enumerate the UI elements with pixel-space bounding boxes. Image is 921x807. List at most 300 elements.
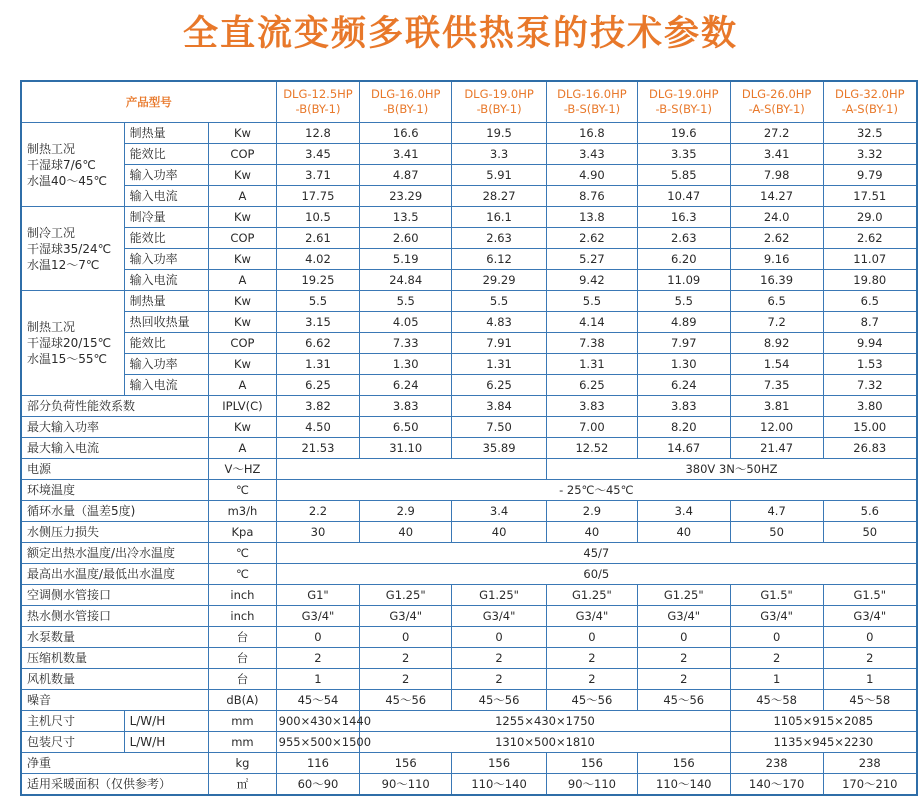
value-cell: 4.7: [730, 501, 823, 522]
value-cell: G3/4": [360, 606, 452, 627]
unit-cell: V～HZ: [209, 459, 276, 480]
value-cell: 0: [547, 627, 638, 648]
value-cell: 2.62: [823, 228, 917, 249]
value-cell: 5.5: [547, 291, 638, 312]
model-name: [452, 81, 547, 123]
unit-cell: inch: [209, 585, 276, 606]
param-label: 输入功率: [124, 249, 209, 270]
unit-cell: Kw: [209, 354, 276, 375]
param-label: 制热量: [124, 291, 209, 312]
value-cell: 16.39: [730, 270, 823, 291]
param-label: 输入电流: [124, 375, 209, 396]
param-label: 主机尺寸: [21, 711, 124, 732]
value-cell: 45～58: [730, 690, 823, 711]
unit-cell: COP: [209, 228, 276, 249]
value-cell: 23.29: [360, 186, 452, 207]
value-cell: 7.32: [823, 375, 917, 396]
value-cell: 3.71: [276, 165, 360, 186]
value-cell: 19.25: [276, 270, 360, 291]
value-cell: G3/4": [452, 606, 547, 627]
value-cell: 45～56: [547, 690, 638, 711]
value-cell: 6.24: [360, 375, 452, 396]
value-cell: 5.91: [452, 165, 547, 186]
model-name-line: DLG-16.0HP: [557, 87, 627, 101]
value-cell: 16.6: [360, 123, 452, 144]
value-cell: 30: [276, 522, 360, 543]
value-cell: 6.12: [452, 249, 547, 270]
param-label: 噪音: [21, 690, 209, 711]
param-label: 适用采暖面积（仅供参考）: [21, 774, 209, 796]
condition-row: [21, 249, 917, 270]
value-cell: 2: [823, 648, 917, 669]
value-cell: G1.5": [730, 585, 823, 606]
value-cell: 27.2: [730, 123, 823, 144]
value-cell: 8.20: [637, 417, 730, 438]
value-cell: 4.83: [452, 312, 547, 333]
value-cell: 2: [547, 648, 638, 669]
param-label: 能效比: [124, 333, 209, 354]
condition-row: [21, 165, 917, 186]
value-cell: 2.62: [547, 228, 638, 249]
model-name: [730, 81, 823, 123]
value-cell: 900×430×1440: [276, 711, 360, 732]
unit-cell: Kpa: [209, 522, 276, 543]
condition-row: [21, 333, 917, 354]
dimension-row: [21, 732, 917, 753]
value-cell: 40: [452, 522, 547, 543]
spec-row: [21, 417, 917, 438]
value-cell: 17.75: [276, 186, 360, 207]
value-cell: 7.91: [452, 333, 547, 354]
value-cell: 10.5: [276, 207, 360, 228]
value-cell: 26.83: [823, 438, 917, 459]
condition-group-label: [21, 207, 124, 291]
value-cell: 1105×915×2085: [730, 711, 917, 732]
value-cell: 12.52: [547, 438, 638, 459]
model-name: [547, 81, 638, 123]
value-cell: 2.63: [637, 228, 730, 249]
condition-group-label: [21, 291, 124, 396]
spec-row: [21, 396, 917, 417]
condition-line: 水温12～7℃: [27, 257, 100, 272]
value-cell: 3.3: [452, 144, 547, 165]
value-cell: 7.38: [547, 333, 638, 354]
dimension-row: [21, 711, 917, 732]
value-cell: 24.84: [360, 270, 452, 291]
value-cell: 380V 3N～50HZ: [547, 459, 917, 480]
unit-cell: Kw: [209, 312, 276, 333]
value-cell: 35.89: [452, 438, 547, 459]
value-cell: 17.51: [823, 186, 917, 207]
value-cell: 2: [360, 669, 452, 690]
param-label: 净重: [21, 753, 209, 774]
value-cell: G3/4": [547, 606, 638, 627]
value-cell: 19.5: [452, 123, 547, 144]
spec-row: [21, 774, 917, 796]
spec-row: [21, 459, 917, 480]
condition-row: [21, 207, 917, 228]
value-cell: 3.41: [730, 144, 823, 165]
value-cell: 90～110: [547, 774, 638, 796]
value-cell: 1: [730, 669, 823, 690]
value-cell: 10.47: [637, 186, 730, 207]
unit-cell: Kw: [209, 417, 276, 438]
value-cell: 140～170: [730, 774, 823, 796]
value-cell: 19.80: [823, 270, 917, 291]
unit-cell: ℃: [209, 543, 276, 564]
unit-cell: A: [209, 438, 276, 459]
param-label: 最大输入功率: [21, 417, 209, 438]
condition-line: 制热工况: [27, 320, 76, 334]
unit-cell: A: [209, 270, 276, 291]
value-cell: 8.92: [730, 333, 823, 354]
value-cell: 3.83: [360, 396, 452, 417]
value-cell: 5.19: [360, 249, 452, 270]
param-label: 热水侧水管接口: [21, 606, 209, 627]
sub-label: L/W/H: [124, 732, 209, 753]
model-name: [360, 81, 452, 123]
unit-cell: A: [209, 375, 276, 396]
value-cell: 13.8: [547, 207, 638, 228]
unit-cell: inch: [209, 606, 276, 627]
param-label: 环境温度: [21, 480, 209, 501]
value-cell: 3.83: [637, 396, 730, 417]
value-cell: G1.5": [823, 585, 917, 606]
value-cell: 1: [823, 669, 917, 690]
value-cell: 2.9: [360, 501, 452, 522]
value-cell: 4.89: [637, 312, 730, 333]
model-header-row: [21, 81, 917, 123]
unit-cell: A: [209, 186, 276, 207]
value-cell: 1.54: [730, 354, 823, 375]
spec-row: [21, 690, 917, 711]
spec-row: [21, 438, 917, 459]
model-name-line: DLG-16.0HP: [370, 87, 441, 101]
value-cell: 156: [452, 753, 547, 774]
value-cell: [276, 459, 546, 480]
value-cell: 955×500×1500: [276, 732, 360, 753]
value-cell: 4.14: [547, 312, 638, 333]
value-cell: 1.30: [637, 354, 730, 375]
value-cell: 9.94: [823, 333, 917, 354]
value-cell: 9.42: [547, 270, 638, 291]
condition-row: [21, 144, 917, 165]
condition-group-label: [21, 123, 124, 207]
value-cell: 5.5: [276, 291, 360, 312]
value-cell: 9.79: [823, 165, 917, 186]
model-name-line: -B(BY-1): [476, 102, 522, 116]
spec-row: [21, 753, 917, 774]
product-model-label: 产品型号: [21, 81, 276, 123]
value-cell: 4.05: [360, 312, 452, 333]
value-cell: 60～90: [276, 774, 360, 796]
value-cell: 170～210: [823, 774, 917, 796]
value-cell: 45/7: [276, 543, 917, 564]
value-cell: 1135×945×2230: [730, 732, 917, 753]
value-cell: 2.63: [452, 228, 547, 249]
condition-row: [21, 228, 917, 249]
value-cell: 90～110: [360, 774, 452, 796]
page-title: 全直流变频多联供热泵的技术参数: [182, 14, 738, 54]
value-cell: 6.62: [276, 333, 360, 354]
unit-cell: ℃: [209, 564, 276, 585]
param-label: 压缩机数量: [21, 648, 209, 669]
value-cell: 16.8: [547, 123, 638, 144]
unit-cell: 台: [209, 627, 276, 648]
condition-line: 水温40～45℃: [27, 173, 108, 188]
unit-cell: m3/h: [209, 501, 276, 522]
value-cell: 156: [637, 753, 730, 774]
condition-row: [21, 354, 917, 375]
value-cell: 3.15: [276, 312, 360, 333]
model-name-line: -B(BY-1): [295, 102, 341, 116]
value-cell: G1": [276, 585, 360, 606]
value-cell: 12.00: [730, 417, 823, 438]
value-cell: 21.47: [730, 438, 823, 459]
value-cell: 50: [823, 522, 917, 543]
value-cell: 6.5: [730, 291, 823, 312]
param-label: 制冷量: [124, 207, 209, 228]
value-cell: G1.25": [637, 585, 730, 606]
model-name-line: -B(BY-1): [383, 102, 429, 116]
value-cell: 5.5: [637, 291, 730, 312]
unit-cell: COP: [209, 144, 276, 165]
unit-cell: mm: [209, 732, 276, 753]
unit-cell: ㎡: [209, 774, 276, 796]
spec-row: [21, 522, 917, 543]
value-cell: 45～54: [276, 690, 360, 711]
value-cell: 2.60: [360, 228, 452, 249]
model-name-line: DLG-32.0HP: [835, 87, 905, 101]
condition-row: [21, 123, 917, 144]
value-cell: 50: [730, 522, 823, 543]
value-cell: 2: [452, 648, 547, 669]
value-cell: 19.6: [637, 123, 730, 144]
value-cell: 2.62: [730, 228, 823, 249]
value-cell: G3/4": [730, 606, 823, 627]
value-cell: 3.82: [276, 396, 360, 417]
param-label: 输入功率: [124, 354, 209, 375]
value-cell: 2.2: [276, 501, 360, 522]
condition-row: [21, 312, 917, 333]
value-cell: 3.32: [823, 144, 917, 165]
value-cell: 3.80: [823, 396, 917, 417]
param-label: 水侧压力损失: [21, 522, 209, 543]
condition-line: 干湿球7/6℃: [27, 157, 96, 172]
value-cell: 6.25: [276, 375, 360, 396]
param-label: 制热量: [124, 123, 209, 144]
model-name-line: -B-S(BY-1): [563, 102, 621, 116]
param-label: 电源: [21, 459, 209, 480]
condition-line: 干湿球35/24℃: [27, 241, 112, 256]
value-cell: 40: [360, 522, 452, 543]
param-label: 部分负荷性能效系数: [21, 396, 209, 417]
value-cell: 15.00: [823, 417, 917, 438]
value-cell: 5.5: [360, 291, 452, 312]
value-cell: 45～56: [452, 690, 547, 711]
value-cell: 2: [276, 648, 360, 669]
unit-cell: Kw: [209, 123, 276, 144]
condition-line: 干湿球20/15℃: [27, 336, 112, 350]
value-cell: 2.61: [276, 228, 360, 249]
value-cell: 116: [276, 753, 360, 774]
value-cell: 28.27: [452, 186, 547, 207]
value-cell: 3.81: [730, 396, 823, 417]
spec-table: [20, 80, 918, 796]
param-label: 水泵数量: [21, 627, 209, 648]
value-cell: 2: [730, 648, 823, 669]
value-cell: 0: [823, 627, 917, 648]
value-cell: 156: [360, 753, 452, 774]
value-cell: 8.7: [823, 312, 917, 333]
value-cell: 238: [823, 753, 917, 774]
value-cell: 14.27: [730, 186, 823, 207]
value-cell: 5.6: [823, 501, 917, 522]
value-cell: G3/4": [637, 606, 730, 627]
value-cell: 3.4: [452, 501, 547, 522]
value-cell: 7.00: [547, 417, 638, 438]
value-cell: 0: [452, 627, 547, 648]
value-cell: 5.5: [452, 291, 547, 312]
spec-row: [21, 606, 917, 627]
value-cell: - 25℃～45℃: [276, 480, 917, 501]
condition-row: [21, 375, 917, 396]
param-label: 最高出水温度/最低出水温度: [21, 564, 209, 585]
value-cell: 6.20: [637, 249, 730, 270]
value-cell: 7.50: [452, 417, 547, 438]
value-cell: G3/4": [823, 606, 917, 627]
condition-line: 制热工况: [27, 141, 76, 156]
value-cell: 1: [276, 669, 360, 690]
unit-cell: ℃: [209, 480, 276, 501]
value-cell: 1.31: [452, 354, 547, 375]
value-cell: 2: [637, 669, 730, 690]
param-label: 风机数量: [21, 669, 209, 690]
model-name: [637, 81, 730, 123]
value-cell: 29.0: [823, 207, 917, 228]
value-cell: 12.8: [276, 123, 360, 144]
value-cell: 7.35: [730, 375, 823, 396]
param-label: 循环水量（温差5度): [21, 501, 209, 522]
unit-cell: 台: [209, 669, 276, 690]
model-name-line: -A-S(BY-1): [841, 102, 898, 116]
unit-cell: dB(A): [209, 690, 276, 711]
unit-cell: Kw: [209, 207, 276, 228]
spec-row: [21, 648, 917, 669]
value-cell: 60/5: [276, 564, 917, 585]
value-cell: 7.2: [730, 312, 823, 333]
unit-cell: Kw: [209, 165, 276, 186]
value-cell: 7.97: [637, 333, 730, 354]
value-cell: 1310×500×1810: [360, 732, 730, 753]
value-cell: 0: [360, 627, 452, 648]
model-name-line: DLG-19.0HP: [649, 87, 719, 101]
param-label: 包装尺寸: [21, 732, 124, 753]
value-cell: 3.45: [276, 144, 360, 165]
spec-row: [21, 543, 917, 564]
spec-row: [21, 627, 917, 648]
unit-cell: Kw: [209, 249, 276, 270]
model-name-line: DLG-12.5HP: [283, 87, 353, 101]
value-cell: 31.10: [360, 438, 452, 459]
value-cell: 3.83: [547, 396, 638, 417]
value-cell: 3.41: [360, 144, 452, 165]
param-label: 输入功率: [124, 165, 209, 186]
spec-row: [21, 501, 917, 522]
param-label: 能效比: [124, 144, 209, 165]
value-cell: 2: [547, 669, 638, 690]
value-cell: 24.0: [730, 207, 823, 228]
condition-line: 制冷工况: [27, 225, 76, 240]
model-name-line: DLG-26.0HP: [741, 87, 812, 101]
value-cell: 1255×430×1750: [360, 711, 730, 732]
value-cell: 1.30: [360, 354, 452, 375]
value-cell: 110～140: [637, 774, 730, 796]
value-cell: 5.27: [547, 249, 638, 270]
value-cell: 2.9: [547, 501, 638, 522]
model-name-line: -A-S(BY-1): [748, 102, 805, 116]
model-name-line: -B-S(BY-1): [655, 102, 712, 116]
value-cell: 45～56: [637, 690, 730, 711]
param-label: 最大输入电流: [21, 438, 209, 459]
spec-row: [21, 480, 917, 501]
value-cell: 11.09: [637, 270, 730, 291]
value-cell: 6.24: [637, 375, 730, 396]
value-cell: 4.02: [276, 249, 360, 270]
value-cell: 16.3: [637, 207, 730, 228]
value-cell: 7.33: [360, 333, 452, 354]
value-cell: 2: [452, 669, 547, 690]
value-cell: 6.25: [547, 375, 638, 396]
spec-row: [21, 669, 917, 690]
value-cell: 238: [730, 753, 823, 774]
value-cell: 14.67: [637, 438, 730, 459]
model-name: [823, 81, 917, 123]
param-label: 空调侧水管接口: [21, 585, 209, 606]
condition-row: [21, 186, 917, 207]
value-cell: 156: [547, 753, 638, 774]
unit-cell: Kw: [209, 291, 276, 312]
value-cell: 6.50: [360, 417, 452, 438]
value-cell: 1.31: [276, 354, 360, 375]
condition-row: [21, 291, 917, 312]
value-cell: 110～140: [452, 774, 547, 796]
value-cell: 45～58: [823, 690, 917, 711]
condition-row: [21, 270, 917, 291]
value-cell: 0: [276, 627, 360, 648]
value-cell: 4.87: [360, 165, 452, 186]
value-cell: 32.5: [823, 123, 917, 144]
value-cell: 2: [637, 648, 730, 669]
param-label: 输入电流: [124, 186, 209, 207]
value-cell: 11.07: [823, 249, 917, 270]
value-cell: 45～56: [360, 690, 452, 711]
value-cell: G1.25": [452, 585, 547, 606]
value-cell: 4.50: [276, 417, 360, 438]
value-cell: 3.84: [452, 396, 547, 417]
value-cell: 13.5: [360, 207, 452, 228]
param-label: 额定出热水温度/出冷水温度: [21, 543, 209, 564]
model-name: [276, 81, 360, 123]
value-cell: G1.25": [547, 585, 638, 606]
value-cell: 40: [547, 522, 638, 543]
unit-cell: IPLV(C): [209, 396, 276, 417]
value-cell: 4.90: [547, 165, 638, 186]
spec-row: [21, 564, 917, 585]
condition-line: 水温15～55℃: [27, 352, 108, 366]
value-cell: 29.29: [452, 270, 547, 291]
value-cell: 6.25: [452, 375, 547, 396]
